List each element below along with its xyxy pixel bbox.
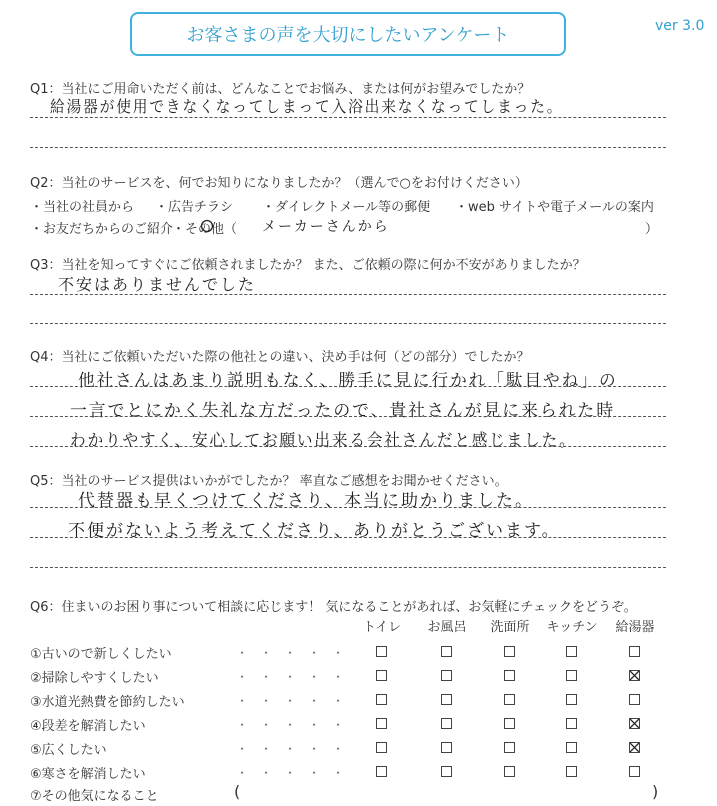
column-kitchen: キッチン: [546, 620, 598, 635]
q4-answer-line-2: 一言でとにかく失礼な方だったので、貴社さんが見に来られた時: [70, 401, 616, 421]
q6-row-label: ③水道光熱費を節約したい: [30, 695, 185, 710]
q2-option-direct-mail: ・ダイレクトメール等の郵便: [262, 200, 431, 215]
answer-line: [30, 446, 666, 447]
answer-line: [30, 117, 666, 118]
checkbox[interactable]: [441, 670, 452, 681]
q4-question: Q4：当社にご依頼いただいた際の他社との違い、決め手は何（どの部分）でしたか？: [30, 350, 530, 365]
check-x-icon: [630, 671, 639, 680]
answer-line: [30, 416, 666, 417]
q6-row-label: ②掃除しやすくしたい: [30, 671, 159, 686]
leader-dots: ・・・・・: [236, 742, 357, 756]
checkbox[interactable]: [441, 718, 452, 729]
column-bath: お風呂: [427, 620, 467, 635]
checkbox[interactable]: [441, 694, 452, 705]
checkbox[interactable]: [441, 646, 452, 657]
checkbox[interactable]: [376, 646, 387, 657]
q2-option-flyer: ・広告チラシ: [155, 200, 234, 215]
checkbox[interactable]: [376, 694, 387, 705]
checked-checkbox[interactable]: [629, 670, 640, 681]
q4-answer-line-1: 他社さんはあまり説明もなく、勝手に見に行かれ「駄目やね」の: [78, 371, 618, 391]
checkbox[interactable]: [504, 670, 515, 681]
checkbox[interactable]: [441, 766, 452, 777]
checkbox[interactable]: [629, 646, 640, 657]
q2-other-answer: メーカーさんから: [262, 219, 390, 235]
q5-question: Q5：当社のサービス提供はいかがでしたか？ 率直なご感想をお聞かせください。: [30, 474, 508, 489]
checkbox[interactable]: [566, 742, 577, 753]
survey-title: お客さまの声を大切にしたいアンケート: [186, 25, 510, 46]
answer-line: [30, 323, 666, 324]
checkbox[interactable]: [376, 718, 387, 729]
q1-question: Q1：当社にご用命いただく前は、どんなことでお悩み、または何がお望みでしたか？: [30, 82, 531, 97]
q6-row-label: ④段差を解消したい: [30, 719, 146, 734]
checkbox[interactable]: [376, 742, 387, 753]
checkbox[interactable]: [504, 766, 515, 777]
checked-checkbox[interactable]: [629, 742, 640, 753]
checkbox[interactable]: [629, 766, 640, 777]
selected-circle-icon: [200, 219, 214, 233]
answer-line: [30, 386, 666, 387]
q2-close-paren: ）: [645, 222, 659, 237]
q6-other-open-paren: (: [234, 782, 241, 801]
leader-dots: ・・・・・: [236, 694, 357, 708]
answer-line: [30, 507, 666, 508]
q2-option-friend: ・お友だちからのご紹介: [30, 222, 174, 237]
q3-answer: 不安はありませんでした: [58, 275, 257, 294]
checkbox[interactable]: [566, 718, 577, 729]
column-water-heater: 給湯器: [615, 620, 655, 635]
version-label: ver 3.0: [655, 18, 705, 34]
q6-row-label: ⑤広くしたい: [30, 743, 107, 758]
q6-other-label: ⑦その他気になること: [30, 789, 159, 804]
column-washroom: 洗面所: [490, 620, 530, 635]
check-x-icon: [630, 719, 639, 728]
q2-option-web: ・web サイトや電子メールの案内: [455, 200, 654, 215]
answer-line: [30, 294, 666, 295]
q1-answer: 給湯器が使用できなくなってしまって入浴出来なくなってしまった。: [50, 97, 564, 116]
leader-dots: ・・・・・: [236, 646, 357, 660]
survey-title-box: [130, 12, 566, 56]
checkbox[interactable]: [566, 646, 577, 657]
q2-option-staff: ・当社の社員から: [30, 200, 135, 215]
q2-question: Q2：当社のサービスを、何でお知りになりましたか？（選んで○をお付けください）: [30, 176, 528, 191]
checkbox[interactable]: [566, 766, 577, 777]
checkbox[interactable]: [441, 742, 452, 753]
checkbox[interactable]: [629, 694, 640, 705]
q5-answer-line-1: 代替器も早くつけてくださり、本当に助かりました。: [78, 491, 534, 511]
q2-option-other: ・その他（: [172, 222, 238, 237]
checkbox[interactable]: [376, 670, 387, 681]
q6-question: Q6：住まいのお困り事について相談に応じます！ 気になることがあれば、お気軽にチェックをどうぞ。: [30, 600, 637, 615]
leader-dots: ・・・・・: [236, 670, 357, 684]
q6-row-label: ⑥寒さを解消したい: [30, 767, 146, 782]
q4-answer-line-3: わかりやすく、安心してお願い出来る会社さんだと感じました。: [70, 431, 577, 451]
checkbox[interactable]: [504, 646, 515, 657]
column-toilet: トイレ: [362, 620, 402, 635]
checked-checkbox[interactable]: [629, 718, 640, 729]
leader-dots: ・・・・・: [236, 718, 357, 732]
q6-row-label: ①古いので新しくしたい: [30, 647, 172, 662]
answer-line: [30, 567, 666, 568]
checkbox[interactable]: [376, 766, 387, 777]
checkbox[interactable]: [504, 694, 515, 705]
leader-dots: ・・・・・: [236, 766, 357, 780]
q6-other-close-paren: ): [652, 782, 659, 801]
checkbox[interactable]: [504, 742, 515, 753]
checkbox[interactable]: [566, 670, 577, 681]
checkbox[interactable]: [566, 694, 577, 705]
answer-line: [30, 147, 666, 148]
check-x-icon: [630, 743, 639, 752]
q5-answer-line-2: 不便がないよう考えてくださり、ありがとうございます。: [68, 521, 561, 541]
checkbox[interactable]: [504, 718, 515, 729]
q3-question: Q3：当社を知ってすぐにご依頼されましたか？ また、ご依頼の際に何か不安がありましたか？: [30, 258, 586, 273]
answer-line: [30, 537, 666, 538]
